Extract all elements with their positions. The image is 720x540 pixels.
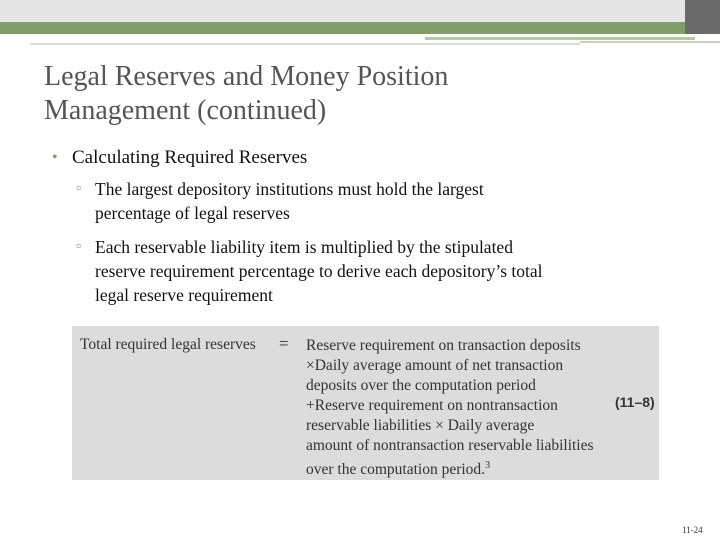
formula-right-side	[306, 336, 594, 480]
formula-line: reservable liabilities × Daily average	[306, 417, 535, 434]
sub-bullet-line: Each reservable liability item is multiplied by the stipulated	[95, 237, 513, 257]
bullet-dot-icon: •	[52, 149, 58, 166]
title-line-1: Legal Reserves and Money Position	[44, 61, 449, 92]
accent-line	[30, 43, 580, 45]
accent-line	[580, 41, 720, 43]
sub-bullet-text	[95, 177, 685, 225]
formula-line: deposits over the computation period	[306, 377, 536, 394]
formula-left-side: Total required legal reserves	[80, 336, 256, 353]
accent-line	[425, 37, 695, 40]
formula-line: Reserve requirement on transaction deposits	[306, 337, 581, 354]
formula-line: ×Daily average amount of net transaction	[306, 357, 564, 374]
slide-title	[44, 60, 684, 128]
title-line-2: Management (continued)	[44, 95, 327, 126]
formula-last-line: over the computation period.	[306, 461, 486, 479]
equation-number: (11–8)	[615, 394, 655, 410]
corner-block	[685, 0, 720, 34]
sub-bullet-line: percentage of legal reserves	[95, 203, 290, 223]
sub-bullet-line: reserve requirement percentage to derive each depository’s total	[95, 261, 543, 281]
top-bar	[0, 0, 720, 22]
formula-line	[306, 456, 594, 480]
formula-line: amount of nontransaction reservable liabilities	[306, 437, 594, 454]
bullet-text: Calculating Required Reserves	[72, 147, 308, 168]
formula-footnote: 3	[485, 460, 491, 471]
page-number: 11-24	[682, 525, 703, 535]
accent-bar	[0, 22, 685, 34]
sub-bullet-line: The largest depository institutions must hold the largest	[95, 179, 484, 199]
sub-bullet-line: legal reserve requirement	[95, 285, 273, 305]
sub-bullet-square-icon: ▫	[76, 181, 81, 196]
sub-bullet-square-icon: ▫	[76, 239, 81, 254]
formula-image	[72, 326, 659, 480]
formula-equals: =	[279, 334, 289, 353]
formula-line: +Reserve requirement on nontransaction	[306, 397, 558, 414]
sub-bullet-text	[95, 235, 685, 307]
